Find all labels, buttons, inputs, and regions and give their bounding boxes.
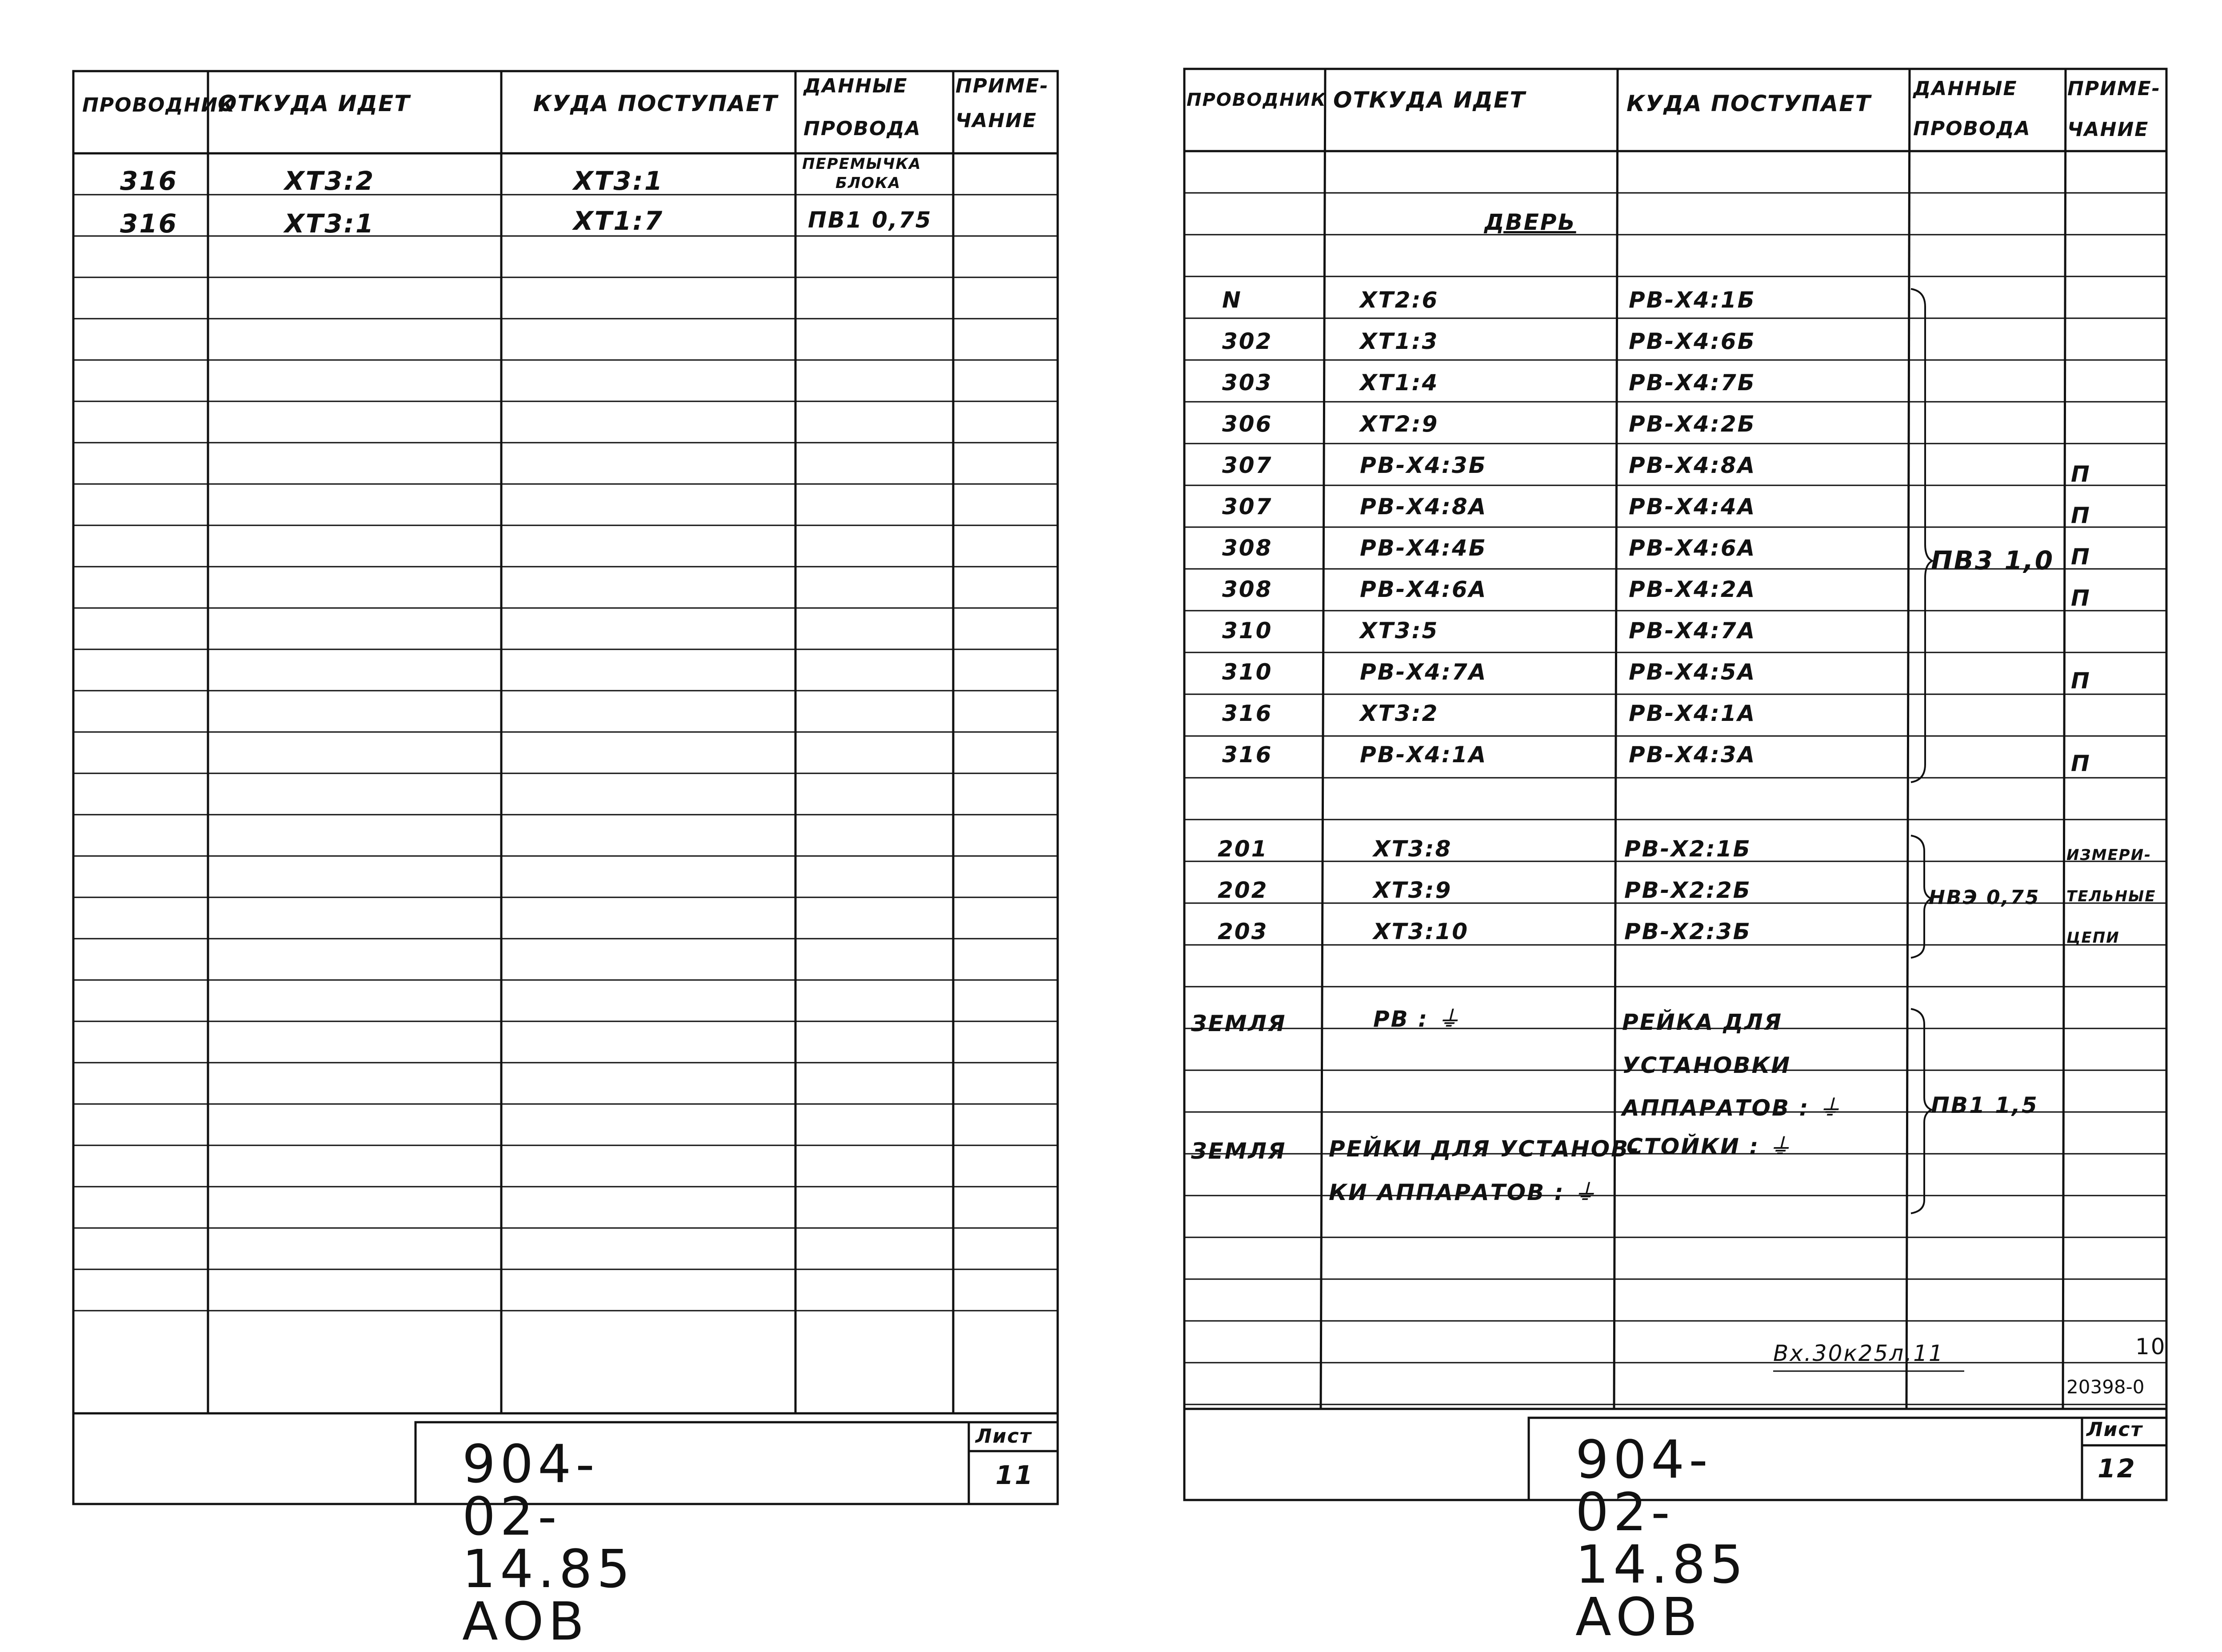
header-from: ОТКУДА ИДЕТ <box>218 91 411 116</box>
right-row-to: РВ-Х4:5А <box>1629 659 1756 685</box>
right-row-to: РВ-Х4:1Б <box>1629 287 1756 313</box>
left-row2-to: XT1:7 <box>573 206 664 236</box>
right-sheet-number: 12 <box>2098 1453 2136 1484</box>
left-row1-to: XT3:1 <box>573 166 664 196</box>
right-row-to: РВ-Х4:7А <box>1629 618 1756 644</box>
right-row-to: РВ-Х4:7Б <box>1629 370 1756 396</box>
group2-wire: НВЭ 0,75 <box>1929 886 2040 909</box>
measure-row-from: XT3:10 <box>1373 919 1469 944</box>
right-row-note: П <box>2071 461 2091 487</box>
header-note-1: ПРИМЕ- <box>2067 77 2161 100</box>
group3-wire: ПВ1 1,5 <box>1931 1092 2038 1118</box>
right-row-conductor: 303 <box>1222 370 1273 396</box>
measure-row-note: ИЗМЕРИ- <box>2066 846 2152 864</box>
left-row1-conductor: 316 <box>120 166 178 196</box>
right-row-from: РВ-Х4:3Б <box>1360 452 1487 478</box>
left-sheet-label: Лист <box>975 1425 1032 1448</box>
right-row-conductor: 310 <box>1222 618 1273 644</box>
right-row-conductor: 316 <box>1222 700 1273 726</box>
header-wire-data-2: ПРОВОДА <box>1913 117 2031 140</box>
right-row-conductor: 302 <box>1222 328 1273 354</box>
ground-r2-from-2: КИ АППАРАТОВ : ⏚ <box>1329 1180 1598 1205</box>
ground-r1-to-2: УСТАНОВКИ <box>1622 1052 1791 1078</box>
header-conductor: ПРОВОДНИК <box>1187 90 1327 110</box>
group1-wire: ПВ3 1,0 <box>1931 545 2054 576</box>
right-row-note: П <box>2071 544 2091 570</box>
corner-page: 10 <box>2135 1334 2166 1360</box>
ground-r2-from-1: РЕЙКИ ДЛЯ УСТАНОВ- <box>1329 1136 1640 1162</box>
right-row-conductor: 316 <box>1222 742 1273 768</box>
measure-row-note: ТЕЛЬНЫЕ <box>2066 888 2156 905</box>
header-to: КУДА ПОСТУПАЕТ <box>533 91 778 116</box>
right-row-note: П <box>2071 585 2091 611</box>
brace-group1 <box>1911 289 1932 782</box>
right-row-conductor: N <box>1222 287 1242 313</box>
header-wire-data-2: ПРОВОДА <box>803 117 921 140</box>
brace-group3 <box>1911 1009 1931 1213</box>
left-designation: 904-02-14.85 АОВ <box>462 1433 635 1652</box>
header-note-1: ПРИМЕ- <box>955 75 1049 97</box>
ground-r2-to: СТОЙКИ : ⏚ <box>1627 1134 1792 1160</box>
right-row-note: П <box>2071 503 2091 528</box>
section-door: ДВЕРЬ <box>1484 209 1576 235</box>
right-row-to: РВ-Х4:6Б <box>1629 328 1756 354</box>
measure-row-from: XT3:9 <box>1373 877 1452 903</box>
left-row1-from: XT3:2 <box>284 166 375 196</box>
right-row-from: РВ-Х4:6А <box>1360 576 1487 602</box>
right-row-conductor: 308 <box>1222 576 1273 602</box>
right-row-from: РВ-Х4:1А <box>1360 742 1487 768</box>
right-row-note: П <box>2071 751 2091 776</box>
left-row2-from: XT3:1 <box>284 208 375 239</box>
right-row-from: XT2:9 <box>1360 411 1439 437</box>
measure-row-to: РВ-Х2:3Б <box>1624 919 1751 944</box>
left-row2-data-1: ПВ1 0,75 <box>808 207 932 233</box>
right-row-from: XT1:3 <box>1360 328 1439 354</box>
right-row-conductor: 310 <box>1222 659 1273 685</box>
right-row-from: РВ-Х4:8А <box>1360 494 1487 520</box>
right-row-from: РВ-Х4:4Б <box>1360 535 1487 561</box>
right-row-from: XT3:2 <box>1360 700 1439 726</box>
right-row-conductor: 307 <box>1222 494 1273 520</box>
right-row-to: РВ-Х4:4А <box>1629 494 1756 520</box>
ground-r1-to-3: АППАРАТОВ : ⏚ <box>1622 1095 1842 1121</box>
left-row1-data-1: ПЕРЕМЫЧКА <box>802 155 922 173</box>
ground-r1-from: РВ : ⏚ <box>1373 1006 1461 1032</box>
header-conductor: ПРОВОДНИК <box>82 94 236 116</box>
right-row-from: XT2:6 <box>1360 287 1439 313</box>
measure-row-conductor: 201 <box>1218 836 1268 862</box>
right-row-conductor: 306 <box>1222 411 1273 437</box>
corner-code: 20398-0 <box>2066 1376 2145 1398</box>
right-row-note: П <box>2071 668 2091 694</box>
right-row-from: XT3:5 <box>1360 618 1439 644</box>
header-note-2: ЧАНИЕ <box>2067 118 2149 141</box>
right-row-to: РВ-Х4:6А <box>1629 535 1756 561</box>
left-sheet-number: 11 <box>995 1460 1034 1490</box>
left-row1-data-2: БЛОКА <box>835 174 901 192</box>
header-wire-data-1: ДАННЫЕ <box>1913 77 2018 100</box>
ground-r1-to-1: РЕЙКА ДЛЯ <box>1622 1009 1783 1035</box>
measure-row-conductor: 202 <box>1218 877 1268 903</box>
right-row-to: РВ-Х4:3А <box>1629 742 1756 768</box>
header-to: КУДА ПОСТУПАЕТ <box>1627 91 1871 116</box>
header-from: ОТКУДА ИДЕТ <box>1333 87 1526 113</box>
ground-r1-conductor: ЗЕМЛЯ <box>1191 1011 1287 1036</box>
right-designation: 904-02-14.85 АОВ <box>1575 1429 1748 1648</box>
handwritten-ref: Вх.30к25л.11 <box>1773 1340 1944 1366</box>
right-row-to: РВ-Х4:2Б <box>1629 411 1756 437</box>
measure-row-note: ЦЕПИ <box>2066 929 2120 947</box>
right-row-to: РВ-Х4:2А <box>1629 576 1756 602</box>
left-row2-conductor: 316 <box>120 208 178 239</box>
right-row-to: РВ-Х4:8А <box>1629 452 1756 478</box>
measure-row-to: РВ-Х2:1Б <box>1624 836 1751 862</box>
measure-row-from: XT3:8 <box>1373 836 1452 862</box>
right-row-conductor: 308 <box>1222 535 1273 561</box>
right-row-conductor: 307 <box>1222 452 1273 478</box>
measure-row-conductor: 203 <box>1218 919 1268 944</box>
header-note-2: ЧАНИЕ <box>955 109 1037 132</box>
header-wire-data-1: ДАННЫЕ <box>803 75 908 97</box>
right-sheet-label: Лист <box>2086 1418 2143 1441</box>
right-row-from: РВ-Х4:7А <box>1360 659 1487 685</box>
right-row-to: РВ-Х4:1А <box>1629 700 1756 726</box>
right-row-from: XT1:4 <box>1360 370 1439 396</box>
ground-r2-conductor: ЗЕМЛЯ <box>1191 1138 1287 1164</box>
measure-row-to: РВ-Х2:2Б <box>1624 877 1751 903</box>
